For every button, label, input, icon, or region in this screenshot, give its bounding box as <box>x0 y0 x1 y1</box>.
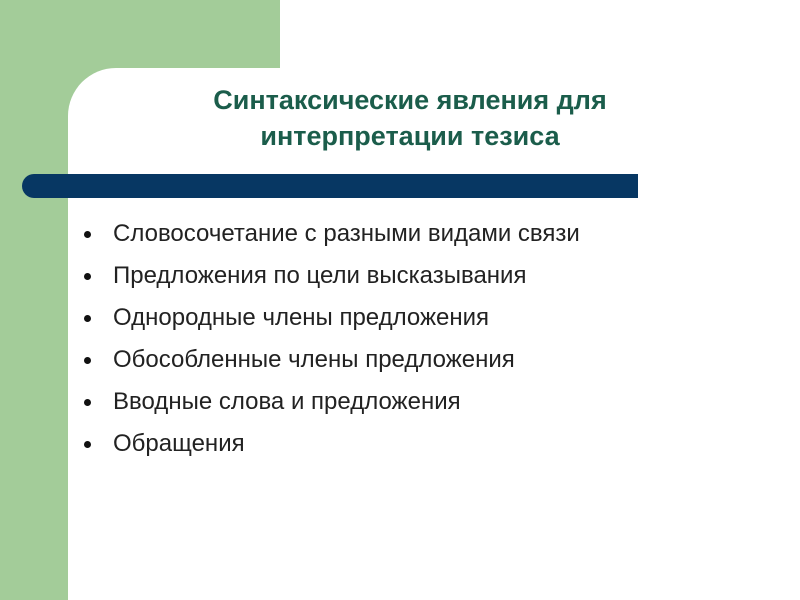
list-item <box>84 255 580 297</box>
title-line-2: интерпретации тезиса <box>260 121 560 151</box>
bullet-dot-icon <box>84 231 91 238</box>
list-item <box>84 297 580 339</box>
list-item-text: Словосочетание с разными видами связи <box>113 220 580 247</box>
slide-title <box>120 82 700 154</box>
title-line-1: Синтаксические явления для <box>213 85 607 115</box>
list-item-text: Обращения <box>113 430 245 457</box>
list-item-text: Вводные слова и предложения <box>113 388 461 415</box>
list-item-text: Обособленные члены предложения <box>113 346 515 373</box>
bullet-dot-icon <box>84 273 91 280</box>
bullet-dot-icon <box>84 441 91 448</box>
title-underline-bar <box>22 174 638 198</box>
list-item <box>84 339 580 381</box>
bullet-list <box>84 213 580 465</box>
bullet-dot-icon <box>84 315 91 322</box>
list-item <box>84 213 580 255</box>
list-item-text: Однородные члены предложения <box>113 304 490 331</box>
list-item <box>84 381 580 423</box>
list-item-text: Предложения по цели высказывания <box>113 262 527 289</box>
bullet-dot-icon <box>84 399 91 406</box>
list-item <box>84 423 580 465</box>
bullet-dot-icon <box>84 357 91 364</box>
